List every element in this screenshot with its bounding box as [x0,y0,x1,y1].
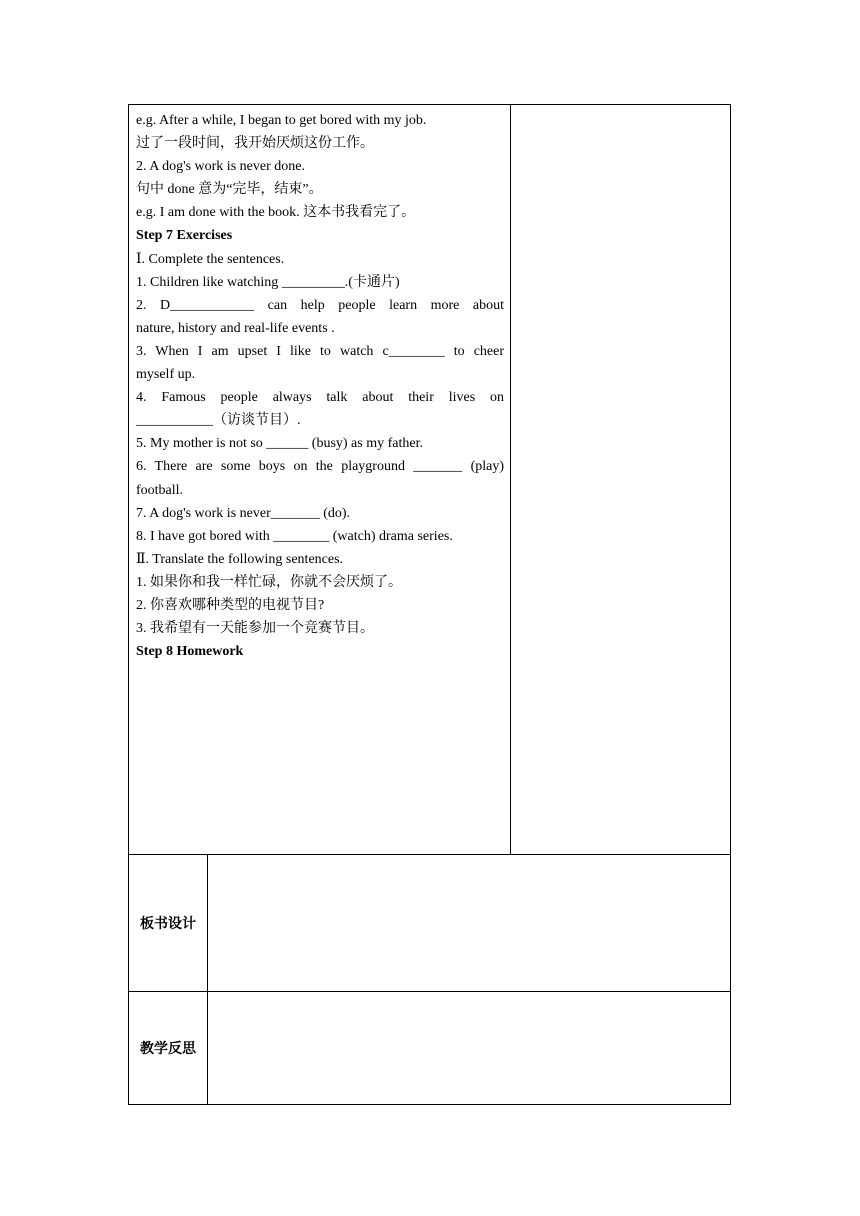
exercise-item-3: 3. When I am upset I like to watch c________ to cheer [136,343,504,359]
teaching-reflection-label: 教学反思 [129,992,208,1105]
exercise-item-1: 1. Children like watching _________.(卡通片) [136,274,400,290]
language-point-2: 2. A dog's work is never done. [136,159,305,175]
exercise-item-7: 7. A dog's work is never_______ (do). [136,505,351,521]
exercise-item-8: 8. I have got bored with ________ (watch) drama series. [136,528,453,544]
translate-item-1: 1. 如果你和我一样忙碌，你就不会厌烦了。 [136,574,402,590]
exercise-item-3-cont: myself up. [136,367,196,383]
exercise-1-heading: Ⅰ. Complete the sentences. [136,251,285,267]
lesson-content-cell [129,105,511,855]
translate-item-2: 2. 你喜欢哪种类型的电视节目? [136,597,325,613]
board-design-row [129,855,731,992]
translate-item-3: 3. 我希望有一天能参加一个竞赛节目。 [136,621,374,637]
exercise-item-4-cont: ___________（访谈节目）. [136,413,301,429]
exercise-item-2-cont: nature, history and real-life events . [136,320,335,336]
step-8-heading: Step 8 Homework [136,644,244,660]
board-design-label: 板书设计 [129,855,208,992]
exercise-item-6-cont: football. [136,482,184,498]
lesson-plan-table [128,104,731,1105]
exercise-item-2: 2. D____________ can help people learn more about [136,297,504,313]
exercise-2-heading: Ⅱ. Translate the following sentences. [136,551,344,567]
board-design-cell [208,855,731,992]
example-sentence-1: e.g. After a while, I began to get bored with my job. [136,113,427,128]
teaching-reflection-row [129,992,731,1105]
notes-cell [511,105,731,855]
exercise-item-5: 5. My mother is not so ______ (busy) as my father. [136,436,423,452]
example-sentence-2: e.g. I am done with the book. 这本书我看完了。 [136,205,416,221]
main-content-row [129,105,731,855]
step-7-heading: Step 7 Exercises [136,228,233,244]
done-explanation: 句中 done 意为“完毕，结束”。 [136,182,323,198]
exercise-item-4: 4. Famous people always talk about their lives on [136,390,504,406]
exercise-item-6: 6. There are some boys on the playground _______ (play) [136,459,504,475]
teaching-reflection-cell [208,992,731,1105]
example-translation-1: 过了一段时间，我开始厌烦这份工作。 [136,136,374,152]
